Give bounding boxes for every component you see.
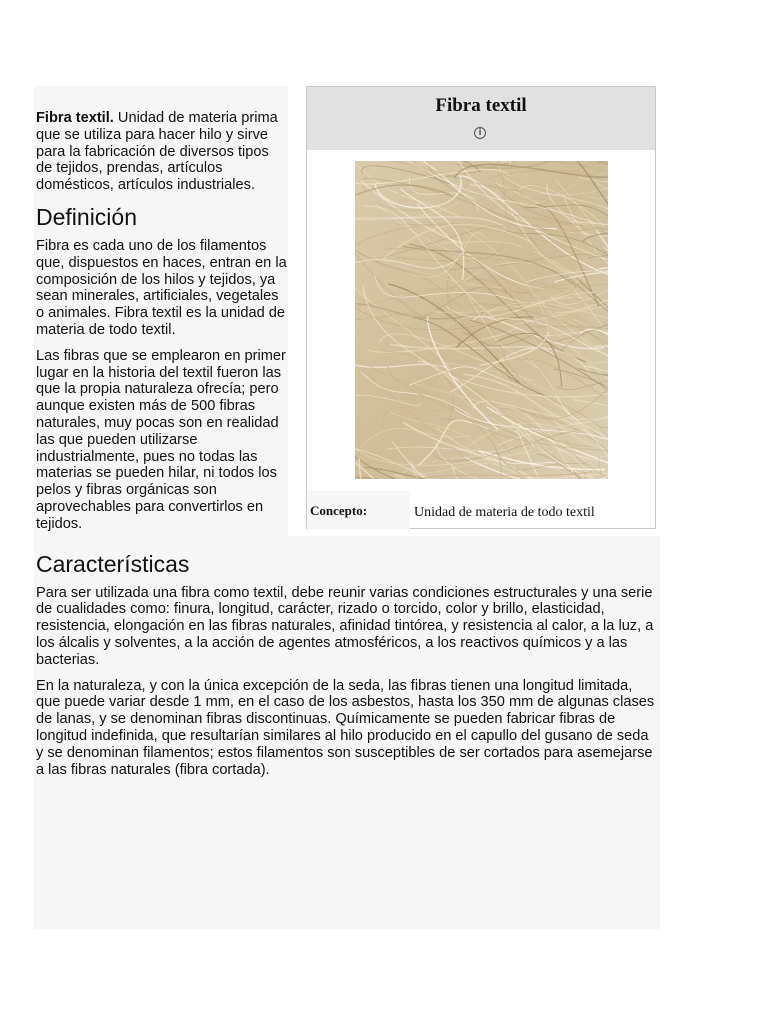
infobox-value: Unidad de materia de todo textil bbox=[414, 505, 595, 520]
caracteristicas-paragraph-2: En la naturaleza, y con la única excepción de la seda, las fibras tienen una longitud limitada, que puede variar desde 1 mm, en el caso de los asbestos, hasta los 350 mm de algunas clases de lanas, y se denominan fibras discontinuas. Químicamente se pueden fabricar fibras de longitud indefinida, que resultarían similares al hilo producido en el capullo del gusano de seda y se denominan filamentos; estos filamentos son susceptibles de ser cortados para asemejarse a las fibras naturales (fibra cortada). bbox=[36, 677, 655, 778]
infobox-label: Concepto: bbox=[310, 503, 368, 518]
intro-text: Unidad de materia prima que se utiliza para hacer hilo y sirve para la fabricación de diversos tipos de tejidos, prendas, artículos domésticos, artículos industriales. bbox=[36, 110, 278, 194]
heading-definicion: Definición bbox=[36, 203, 137, 230]
infobox-header bbox=[307, 87, 655, 150]
caracteristicas-paragraph-1: Para ser utilizada una fibra como textil, debe reunir varias condiciones estructurales y una serie de cualidades como: finura, longitud, carácter, rizado o torcido, color y brillo, elasticidad, resistencia, elongación en las fibras naturales, afinidad tintórea, y resistencia al calor, a la luz, a los álcalis y solventes, a la acción de agentes atmosféricos, a los reactivos químicos y a las bacterias. bbox=[36, 584, 654, 668]
infobox-row-concepto bbox=[307, 491, 655, 529]
definicion-paragraph-2: Las fibras que se emplearon en primer lugar en la historia del textil fueron las que la propia naturaleza ofrecía; pero aunque existen más de 500 fibras naturales, muy pocas son en realidad las que pueden utilizarse industrialmente, pues no todas las materias se pueden hilar, ni todos los pelos y fibras orgánicas son aprovechables para convertirlos en tejidos. bbox=[36, 347, 286, 532]
infobox bbox=[306, 86, 656, 529]
infobox-label-cell bbox=[307, 491, 410, 529]
definicion-paragraph-1: Fibra es cada uno de los filamentos que, dispuestos en haces, entran en la composición de los hilos y tejidos, ya sean minerales, artificiales, vegetales o animales. Fibra textil es la unidad de materia de todo textil. bbox=[36, 237, 287, 338]
fibers-image[interactable] bbox=[355, 161, 608, 479]
heading-caracteristicas: Características bbox=[36, 550, 190, 577]
intro-term: Fibra textil. bbox=[36, 110, 114, 126]
infobox-title: Fibra textil bbox=[435, 95, 527, 116]
info-icon[interactable]: i bbox=[474, 127, 486, 139]
article-content bbox=[36, 86, 656, 787]
